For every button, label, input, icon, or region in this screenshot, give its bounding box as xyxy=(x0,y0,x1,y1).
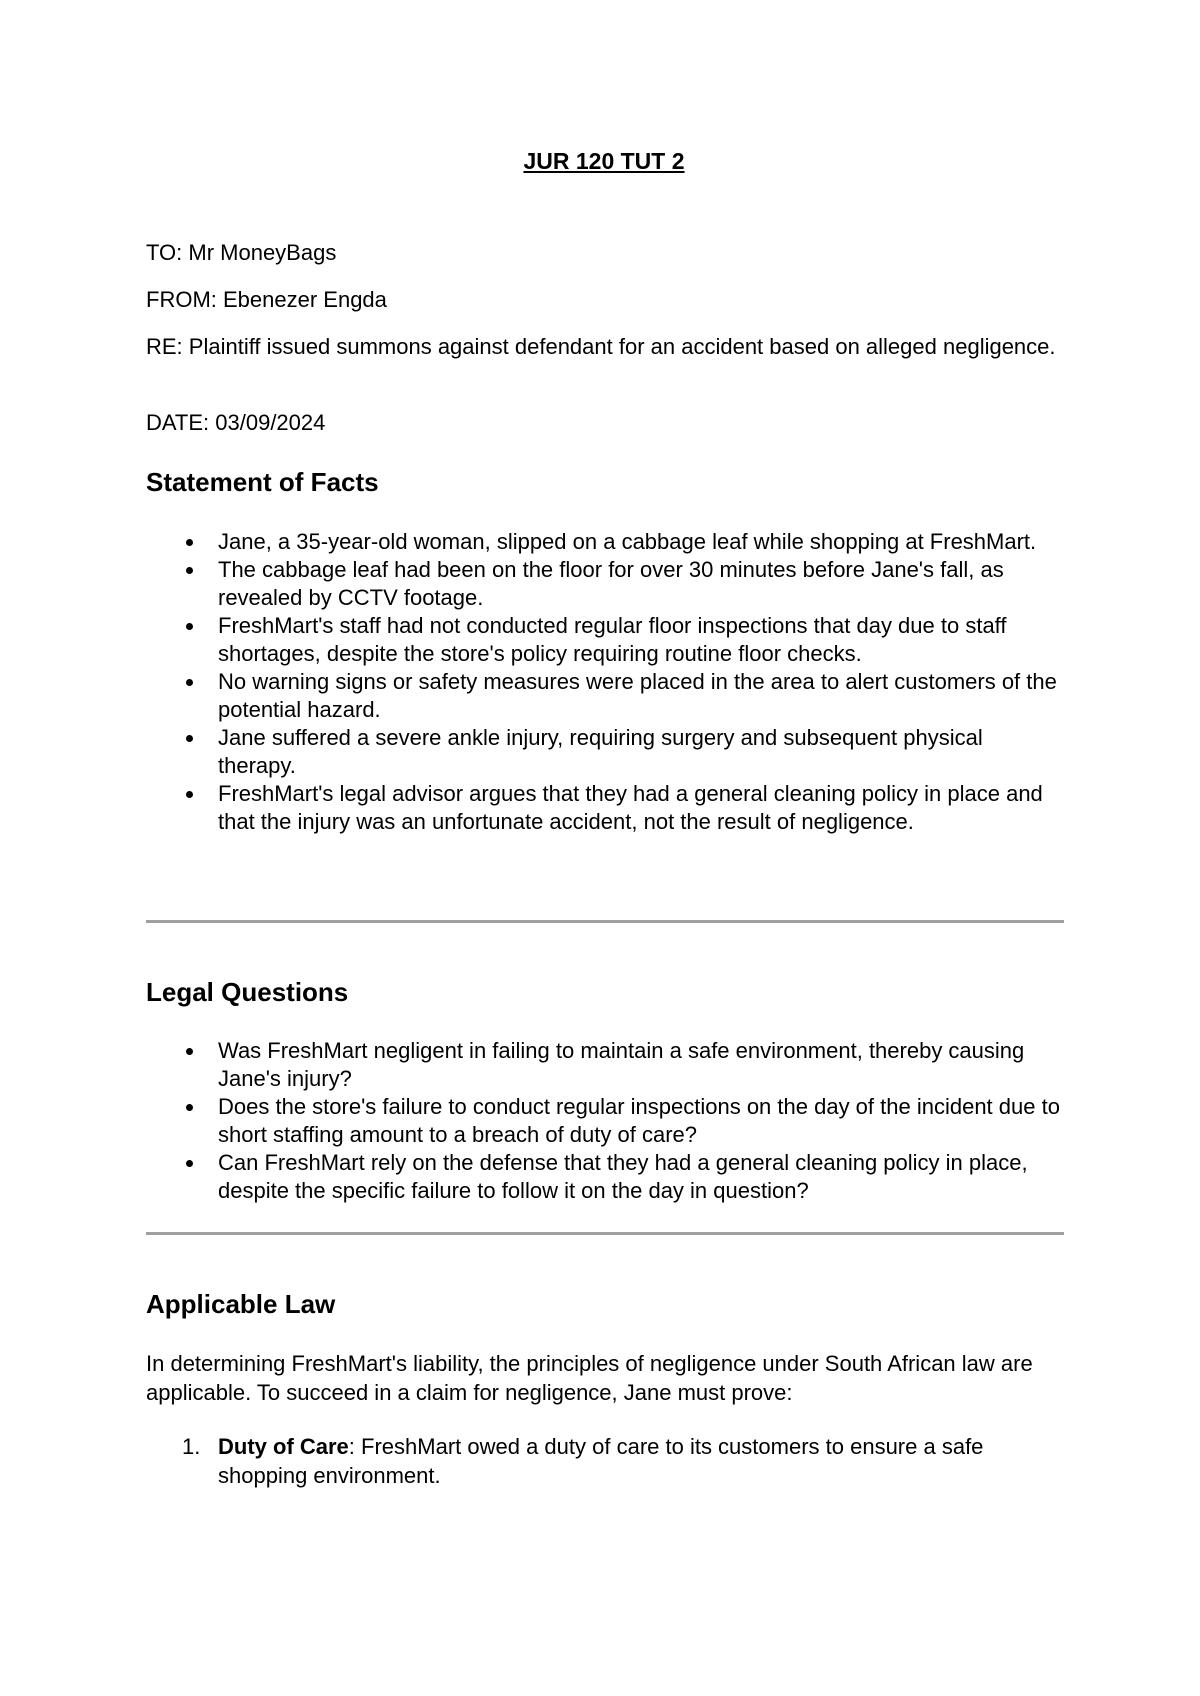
document-title: JUR 120 TUT 2 xyxy=(523,148,685,174)
bullet-icon xyxy=(186,791,193,798)
fact-item xyxy=(146,668,1062,724)
fact-item xyxy=(146,528,1062,556)
statement-of-facts-heading: Statement of Facts xyxy=(146,467,379,497)
question-item xyxy=(146,1093,1062,1149)
bullet-icon xyxy=(186,1104,193,1111)
law-element-term: Duty of Care xyxy=(218,1434,349,1459)
law-element-item xyxy=(146,1432,1062,1490)
section-divider xyxy=(146,1232,1064,1235)
fact-text: Jane suffered a severe ankle injury, requiring surgery and subsequent physical therapy. xyxy=(218,725,983,778)
bullet-icon xyxy=(186,623,193,630)
question-text: Does the store's failure to conduct regular inspections on the day of the incident due to short staffing amount to a breach of duty of care? xyxy=(218,1094,1060,1147)
question-item xyxy=(146,1037,1062,1093)
legal-questions-heading: Legal Questions xyxy=(146,977,349,1007)
fact-text: FreshMart's staff had not conducted regular floor inspections that day due to staff shortages, despite the store's policy requiring routine floor checks. xyxy=(218,613,1007,666)
list-number: 1. xyxy=(182,1434,201,1459)
fact-item xyxy=(146,612,1062,668)
applicable-law-intro: In determining FreshMart's liability, the principles of negligence under South African law are applicable. To succeed in a claim for negligence, Jane must prove: xyxy=(146,1351,1033,1405)
questions-list xyxy=(146,1037,1062,1205)
memo-from: FROM: Ebenezer Engda xyxy=(146,287,387,312)
facts-list xyxy=(146,528,1062,836)
fact-text: FreshMart's legal advisor argues that they had a general cleaning policy in place and that the injury was an unfortunate accident, not the result of negligence. xyxy=(218,781,1043,834)
fact-item xyxy=(146,780,1062,836)
fact-item xyxy=(146,724,1062,780)
applicable-law-heading: Applicable Law xyxy=(146,1289,336,1319)
section-divider xyxy=(146,920,1064,923)
memo-re: RE: Plaintiff issued summons against defendant for an accident based on alleged negligence. xyxy=(146,334,1056,359)
law-elements-list xyxy=(146,1432,1062,1490)
fact-text: Jane, a 35-year-old woman, slipped on a cabbage leaf while shopping at FreshMart. xyxy=(218,529,1037,554)
question-text: Was FreshMart negligent in failing to maintain a safe environment, thereby causing Jane's injury? xyxy=(218,1038,1025,1091)
bullet-icon xyxy=(186,539,193,546)
bullet-icon xyxy=(186,1160,193,1167)
fact-item xyxy=(146,556,1062,612)
memo-to: TO: Mr MoneyBags xyxy=(146,240,337,265)
bullet-icon xyxy=(186,1048,193,1055)
bullet-icon xyxy=(186,679,193,686)
bullet-icon xyxy=(186,567,193,574)
document-page xyxy=(146,0,1062,1696)
question-item xyxy=(146,1149,1062,1205)
memo-date: DATE: 03/09/2024 xyxy=(146,410,326,435)
fact-text: The cabbage leaf had been on the floor for over 30 minutes before Jane's fall, as revealed by CCTV footage. xyxy=(218,557,1004,610)
bullet-icon xyxy=(186,735,193,742)
law-element-text: : FreshMart owed a duty of care to its customers to ensure a safe shopping environment. xyxy=(218,1434,984,1488)
question-text: Can FreshMart rely on the defense that they had a general cleaning policy in place, despite the specific failure to follow it on the day in question? xyxy=(218,1150,1028,1203)
fact-text: No warning signs or safety measures were placed in the area to alert customers of the potential hazard. xyxy=(218,669,1057,722)
